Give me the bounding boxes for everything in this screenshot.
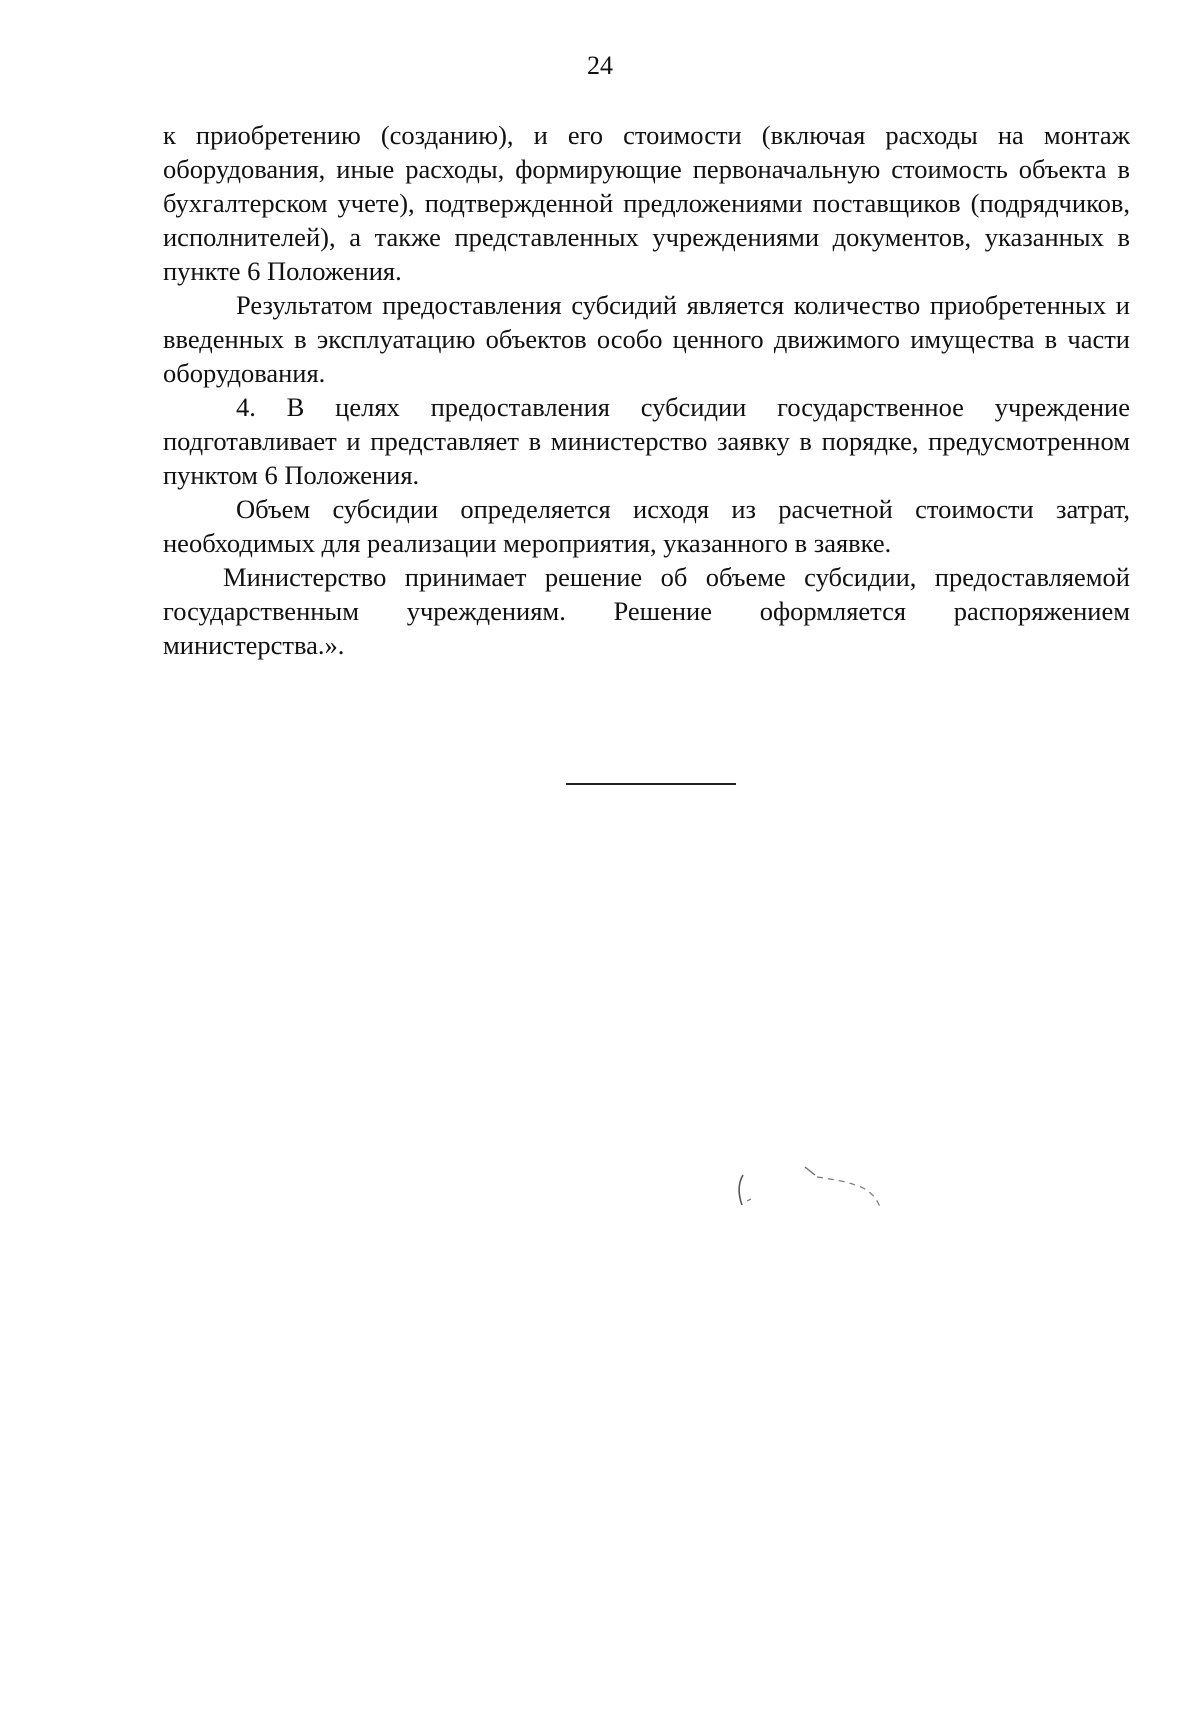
handwritten-mark-icon	[735, 1155, 905, 1215]
document-body	[163, 118, 1130, 662]
end-of-text-divider	[566, 783, 736, 785]
page-number: 24	[587, 51, 613, 80]
paragraph-continuation: к приобретению (созданию), и его стоимости (включая расходы на монтаж оборудования, иные расходы, формирующие первоначальную стоимость объекта в бухгалтерском учете), подтвержденной предложениями поставщиков (подрядчиков, исполнителей), а также представленных учреждениями документов, указанных в пункте 6 Положения.	[163, 120, 1130, 286]
paragraph-item-4: 4. В целях предоставления субсидии государственное учреждение подготавливает и представляет в министерство заявку в порядке, предусмотренном пунктом 6 Положения.	[163, 392, 1130, 490]
paragraph-result: Результатом предоставления субсидий является количество приобретенных и введенных в эксплуатацию объектов особо ценного движимого имущества в части оборудования.	[163, 290, 1130, 388]
paragraph-ministry-decision: Министерство принимает решение об объеме субсидии, предоставляемой государственным учреждениям. Решение оформляется распоряжением министерства.».	[163, 562, 1130, 660]
paragraph-subsidy-volume: Объем субсидии определяется исходя из расчетной стоимости затрат, необходимых для реализации мероприятия, указанного в заявке.	[163, 494, 1130, 558]
